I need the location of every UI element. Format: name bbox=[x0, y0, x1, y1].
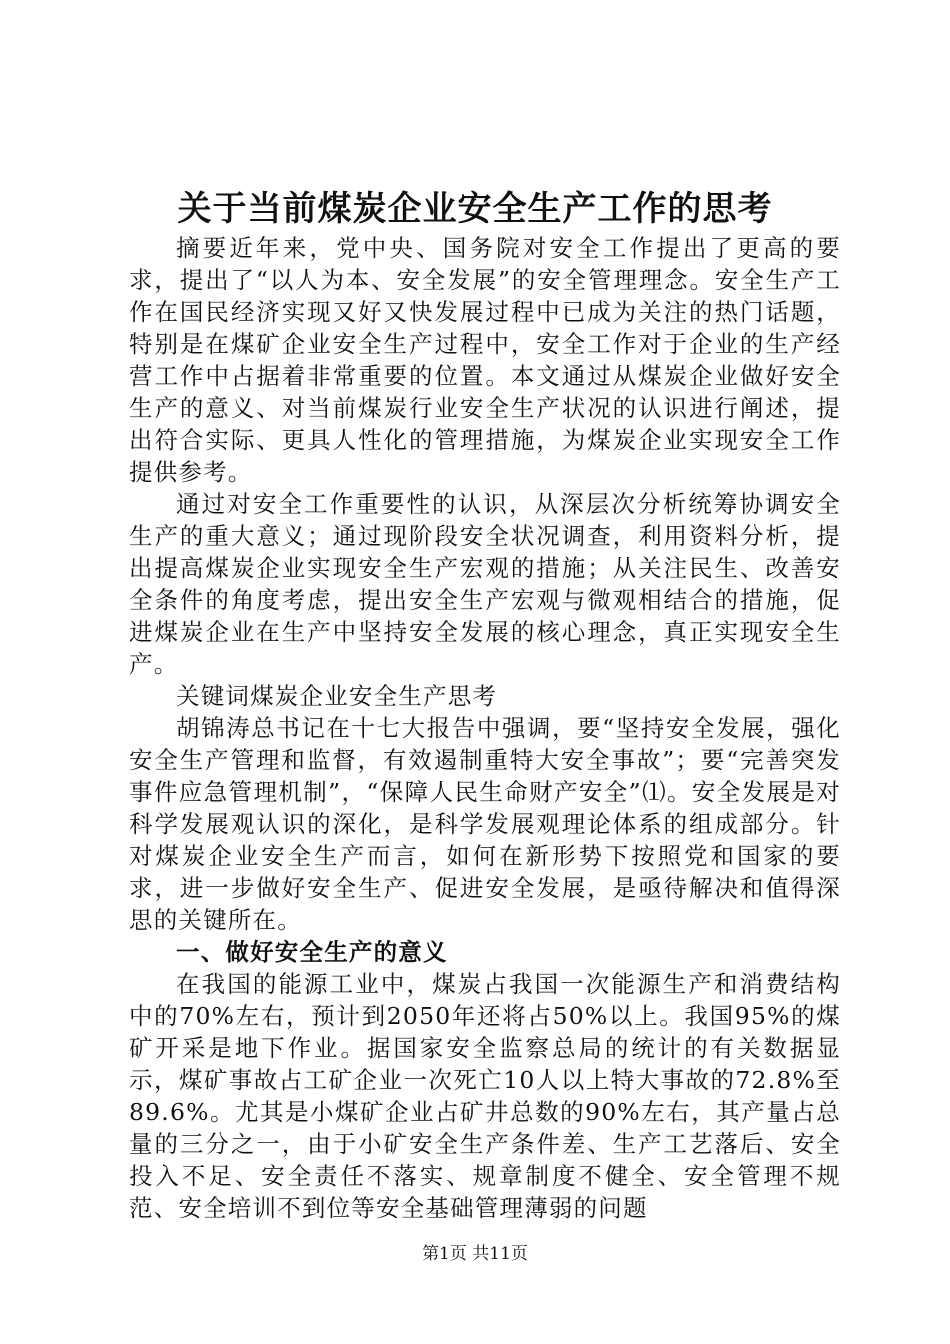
intro-paragraph: 胡锦涛总书记在十七大报告中强调，要“坚持安全发展，强化安全生产管理和监督，有效遏制重特大安全事故”；要“完善突发事件应急管理机制”，“保障人民生命财产安全”⑴。安全发展是对科学发展观认识的深化，是科学发展观理论体系的组成部分。针对煤炭企业安全生产而言，如何在新形势下按照党和国家的要求，进一步做好安全生产、促进安全发展，是亟待解决和值得深思的关键所在。 bbox=[129, 714, 841, 934]
section-heading-1: 一、做好安全生产的意义 bbox=[176, 938, 448, 966]
abstract-paragraph: 摘要近年来，党中央、国务院对安全工作提出了更高的要求，提出了“以人为本、安全发展”的安全管理理念。安全生产工作在国民经济实现又好又快发展过程中已成为关注的热门话题，特别是在煤矿企业安全生产过程中，安全工作对于企业的生产经营工作中占据着非常重要的位置。本文通过从煤炭企业做好安全生产的意义、对当前煤炭行业安全生产状况的认识进行阐述，提出符合实际、更具人性化的管理措施，为煤炭企业实现安全工作提供参考。 bbox=[129, 234, 841, 486]
section-1-paragraph: 在我国的能源工业中，煤炭占我国一次能源生产和消费结构中的70%左右，预计到2050年还将占50%以上。我国95%的煤矿开采是地下作业。据国家安全监察总局的统计的有关数据显示，煤矿事故占工矿企业一次死亡10人以上特大事故的72.8%至89.6%。尤其是小煤矿企业占矿井总数的90%左右，其产量占总量的三分之一，由于小矿安全生产条件差、生产工艺落后、安全投入不足、安全责任不落实、规章制度不健全、安全管理不规范、安全培训不到位等安全基础管理薄弱的问题 bbox=[129, 970, 841, 1222]
document-body bbox=[129, 232, 841, 1224]
keywords-paragraph: 关键词煤炭企业安全生产思考 bbox=[176, 682, 498, 710]
summary-paragraph: 通过对安全工作重要性的认识，从深层次分析统筹协调安全生产的重大意义；通过现阶段安全状况调查，利用资料分析，提出提高煤炭企业实现安全生产宏观的措施；从关注民生、改善安全条件的角度考虑，提出安全生产宏观与微观相结合的措施，促进煤炭企业在生产中坚持安全发展的核心理念，真正实现安全生产。 bbox=[129, 490, 841, 678]
document-title: 关于当前煤炭企业安全生产工作的思考 bbox=[177, 189, 773, 229]
page-footer: 第1页 共11页 bbox=[422, 1244, 528, 1264]
